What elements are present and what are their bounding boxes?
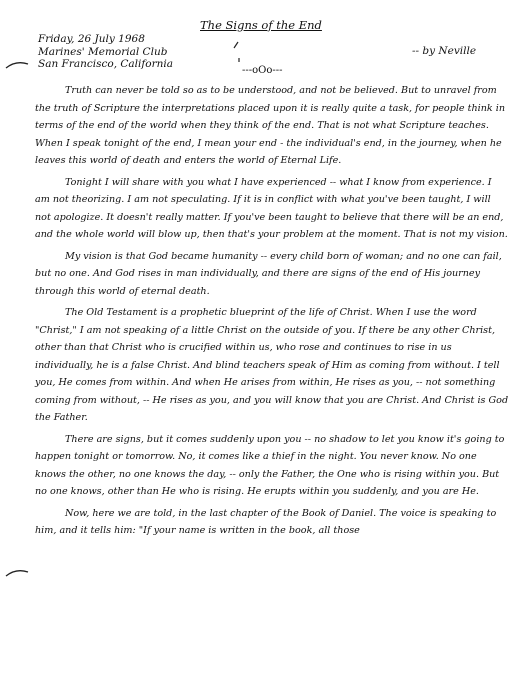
document-body <box>35 82 508 544</box>
paragraph: There are signs, but it comes suddenly upon you -- no shadow to let you know it's going to happen tonight or tomorrow. No, it comes like a thief in the night. You never know. No one knows the other, no one knows the day, -- only the Father, the One who is rising within you. But no one knows, other than He who is rising. He erupts within you suddenly, and you are He. <box>35 433 505 497</box>
date-line: Friday, 26 July 1968 <box>38 33 145 45</box>
margin-mark-icon <box>4 58 30 72</box>
header-block <box>38 33 173 71</box>
paragraph: Truth can never be told so as to be understood, and not be believed. But to unravel from the truth of Scripture the interpretations placed upon it is really quite a task, for people think in terms of the end of the world when they think of the end. That is not what Scripture teaches. When I speak tonight of the end, I mean your end - the individual's end, in the journey, when he leaves this world of death and enters the world of Eternal Life. <box>35 85 506 166</box>
venue-line: Marines' Memorial Club <box>38 45 168 58</box>
separator: ---oOo--- <box>242 65 283 76</box>
pen-mark <box>236 57 242 63</box>
city-line: San Francisco, California <box>38 58 174 70</box>
paragraph: Tonight I will share with you what I have experienced -- what I know from experience. I am not theorizing. I am not speculating. If it is in conflict with what you've been taught, I will not apologize. It doesn't really matter. If you've been taught to believe that there will be an end, and the whole world will blow up, then that's your problem at the moment. That is not my vision. <box>35 176 508 240</box>
pen-mark <box>232 40 240 50</box>
paragraph: Now, here we are told, in the last chapter of the Book of Daniel. The voice is speaking to him, and it tells him: "If your name is written in the book, all those <box>35 507 497 536</box>
paragraph: My vision is that God became humanity -- every child born of woman; and no one can fail, but no one. And God rises in man individually, and there are signs of the end of His journey through this world of eternal death. <box>35 250 502 297</box>
author-line: -- by Neville <box>412 45 477 57</box>
document-title: The Signs of the End <box>200 18 322 32</box>
margin-mark-icon <box>4 566 30 580</box>
paragraph: The Old Testament is a prophetic blueprint of the life of Christ. When I use the word "Christ," I am not speaking of a little Christ on the outside of you. If there be any other Christ, other than that Christ who is crucified within us, who rose and continues to rise in us individually, he is a false Christ. And blind teachers speak of Him as coming from without. I tell you, He comes from within. And when He arises from within, He rises as you, -- not something coming from without, -- He rises as you, and you will know that you are Christ. And Christ is God the Father. <box>35 307 508 423</box>
